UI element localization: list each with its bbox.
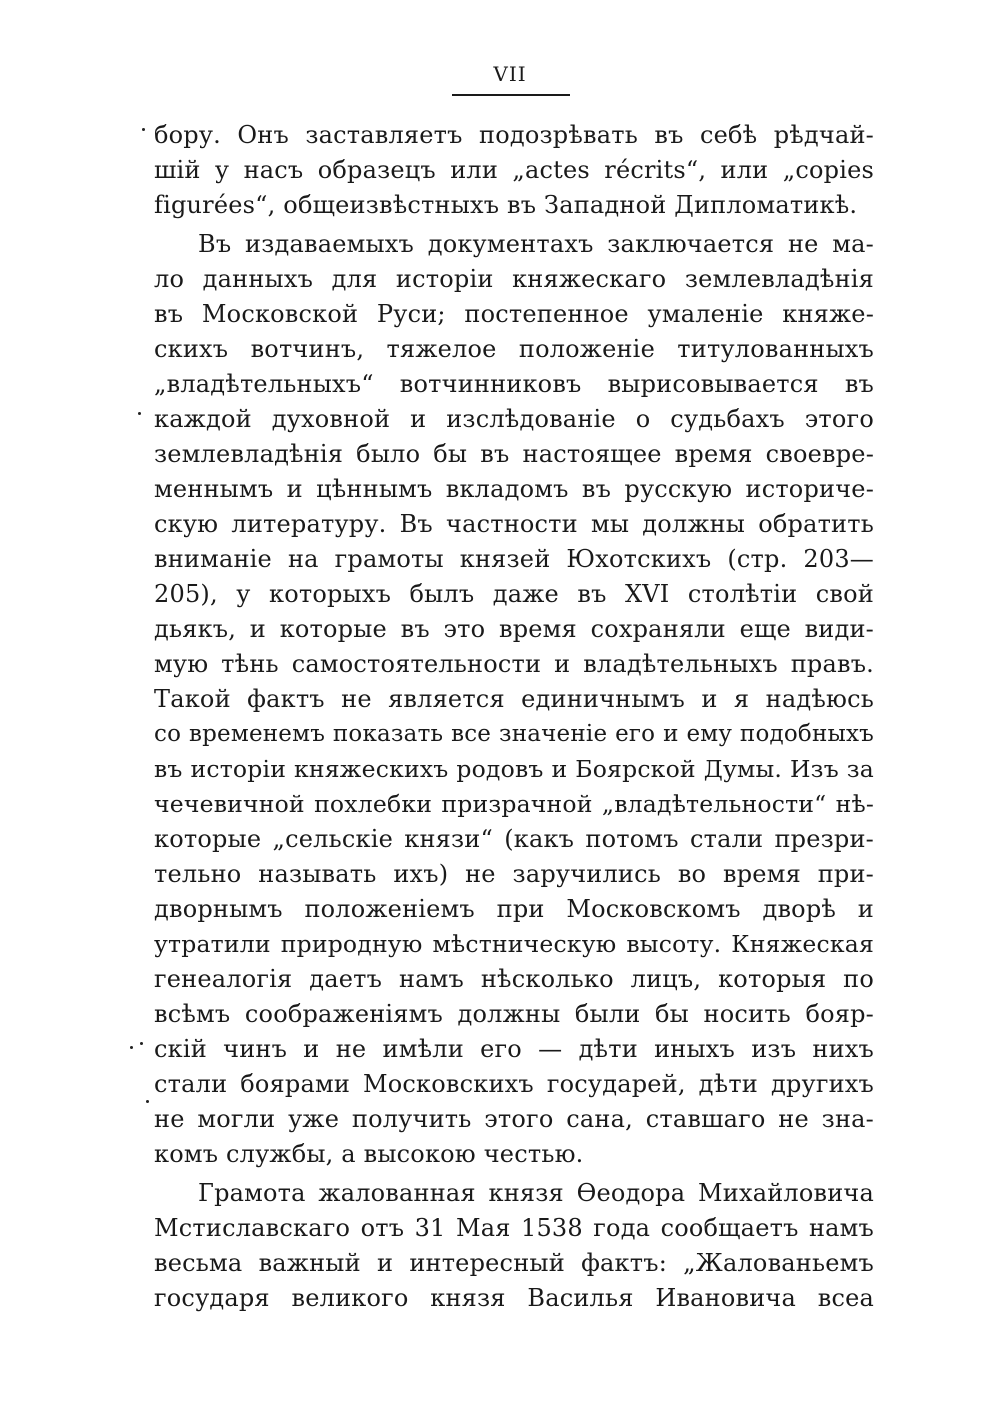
text-line: которые „сельскіе князи“ (какъ потомъ стали презри- <box>154 825 874 853</box>
text-line: всѣмъ соображеніямъ должны были бы носить бояр- <box>154 1000 874 1028</box>
text-line: шій у насъ образецъ или „actes récrits“, или „copies <box>154 156 874 184</box>
text-line: весьма важный и интересный фактъ: „Жалованьемъ <box>154 1249 874 1277</box>
text-line: скій чинъ и не имѣли его — дѣти иныхъ изъ нихъ <box>154 1035 874 1063</box>
text-line: Грамота жалованная князя Ѳеодора Михайловича <box>198 1179 874 1207</box>
scan-speck <box>130 1046 133 1049</box>
text-line: Мстиславскаго отъ 31 Мая 1538 года сообщаетъ намъ <box>154 1214 874 1242</box>
text-line: со временемъ показать все значеніе его и ему подобныхъ <box>154 721 874 747</box>
text-line: дворнымъ положеніемъ при Московскомъ дворѣ и <box>154 895 874 923</box>
text-line: генеалогія даетъ намъ нѣсколько лицъ, которыя по <box>154 965 874 993</box>
text-line: государя великого князя Василья Ивановича всеа <box>154 1284 874 1312</box>
text-line: „владѣтельныхъ“ вотчинниковъ вырисовывается въ <box>154 370 874 398</box>
text-line: 205), у которыхъ былъ даже въ XVI столѣтіи свой <box>154 580 874 608</box>
text-line: въ Московской Руси; постепенное умаленіе княже- <box>154 300 874 328</box>
text-line: утратили природную мѣстническую высоту. Княжеская <box>154 930 874 958</box>
paragraph-2 <box>154 227 874 1172</box>
scan-speck <box>146 1100 149 1103</box>
text-line: въ исторіи княжескихъ родовъ и Боярской Думы. Изъ за <box>154 755 874 783</box>
text-line: тельно называть ихъ) не заручились во время при- <box>154 860 874 888</box>
scan-speck <box>140 1042 143 1045</box>
body-text <box>154 118 874 1316</box>
text-line: каждой духовной и изслѣдованіе о судьбахъ этого <box>154 405 874 433</box>
scan-speck <box>138 412 141 415</box>
page-number: VII <box>493 62 527 86</box>
header-rule <box>452 94 570 96</box>
paragraph-1 <box>154 118 874 223</box>
text-line: мую тѣнь самостоятельности и владѣтельныхъ правъ. <box>154 650 874 678</box>
text-line: землевладѣнія было бы въ настоящее время своевре- <box>154 440 874 468</box>
paragraph-3 <box>154 1176 874 1316</box>
text-line: скую литературу. Въ частности мы должны обратить <box>154 510 874 538</box>
text-line: комъ службы, а высокою честью. <box>154 1140 584 1168</box>
text-line: вниманіе на грамоты князей Юхотскихъ (стр. 203— <box>154 545 874 573</box>
text-line: стали боярами Московскихъ государей, дѣти другихъ <box>154 1070 874 1098</box>
scan-speck <box>142 128 145 131</box>
text-line: скихъ вотчинъ, тяжелое положеніе титулованныхъ <box>154 335 874 363</box>
text-line: чечевичной похлебки призрачной „владѣтельности“ нѣ- <box>154 790 874 818</box>
text-line: Въ издаваемыхъ документахъ заключается не ма- <box>198 230 874 258</box>
text-line: figurées“, общеизвѣстныхъ въ Западной Дипломатикѣ. <box>154 191 858 219</box>
text-line: Такой фактъ не является единичнымъ и я надѣюсь <box>154 685 874 713</box>
text-line: не могли уже получить этого сана, ставшаго не зна- <box>154 1105 874 1133</box>
text-line: ло данныхъ для исторіи княжескаго землевладѣнія <box>154 265 874 293</box>
text-line: бору. Онъ заставляетъ подозрѣвать въ себѣ рѣдчай- <box>154 121 874 149</box>
text-line: дьякъ, и которые въ это время сохраняли еще види- <box>154 615 874 643</box>
text-line: меннымъ и цѣннымъ вкладомъ въ русскую историче- <box>154 475 874 503</box>
